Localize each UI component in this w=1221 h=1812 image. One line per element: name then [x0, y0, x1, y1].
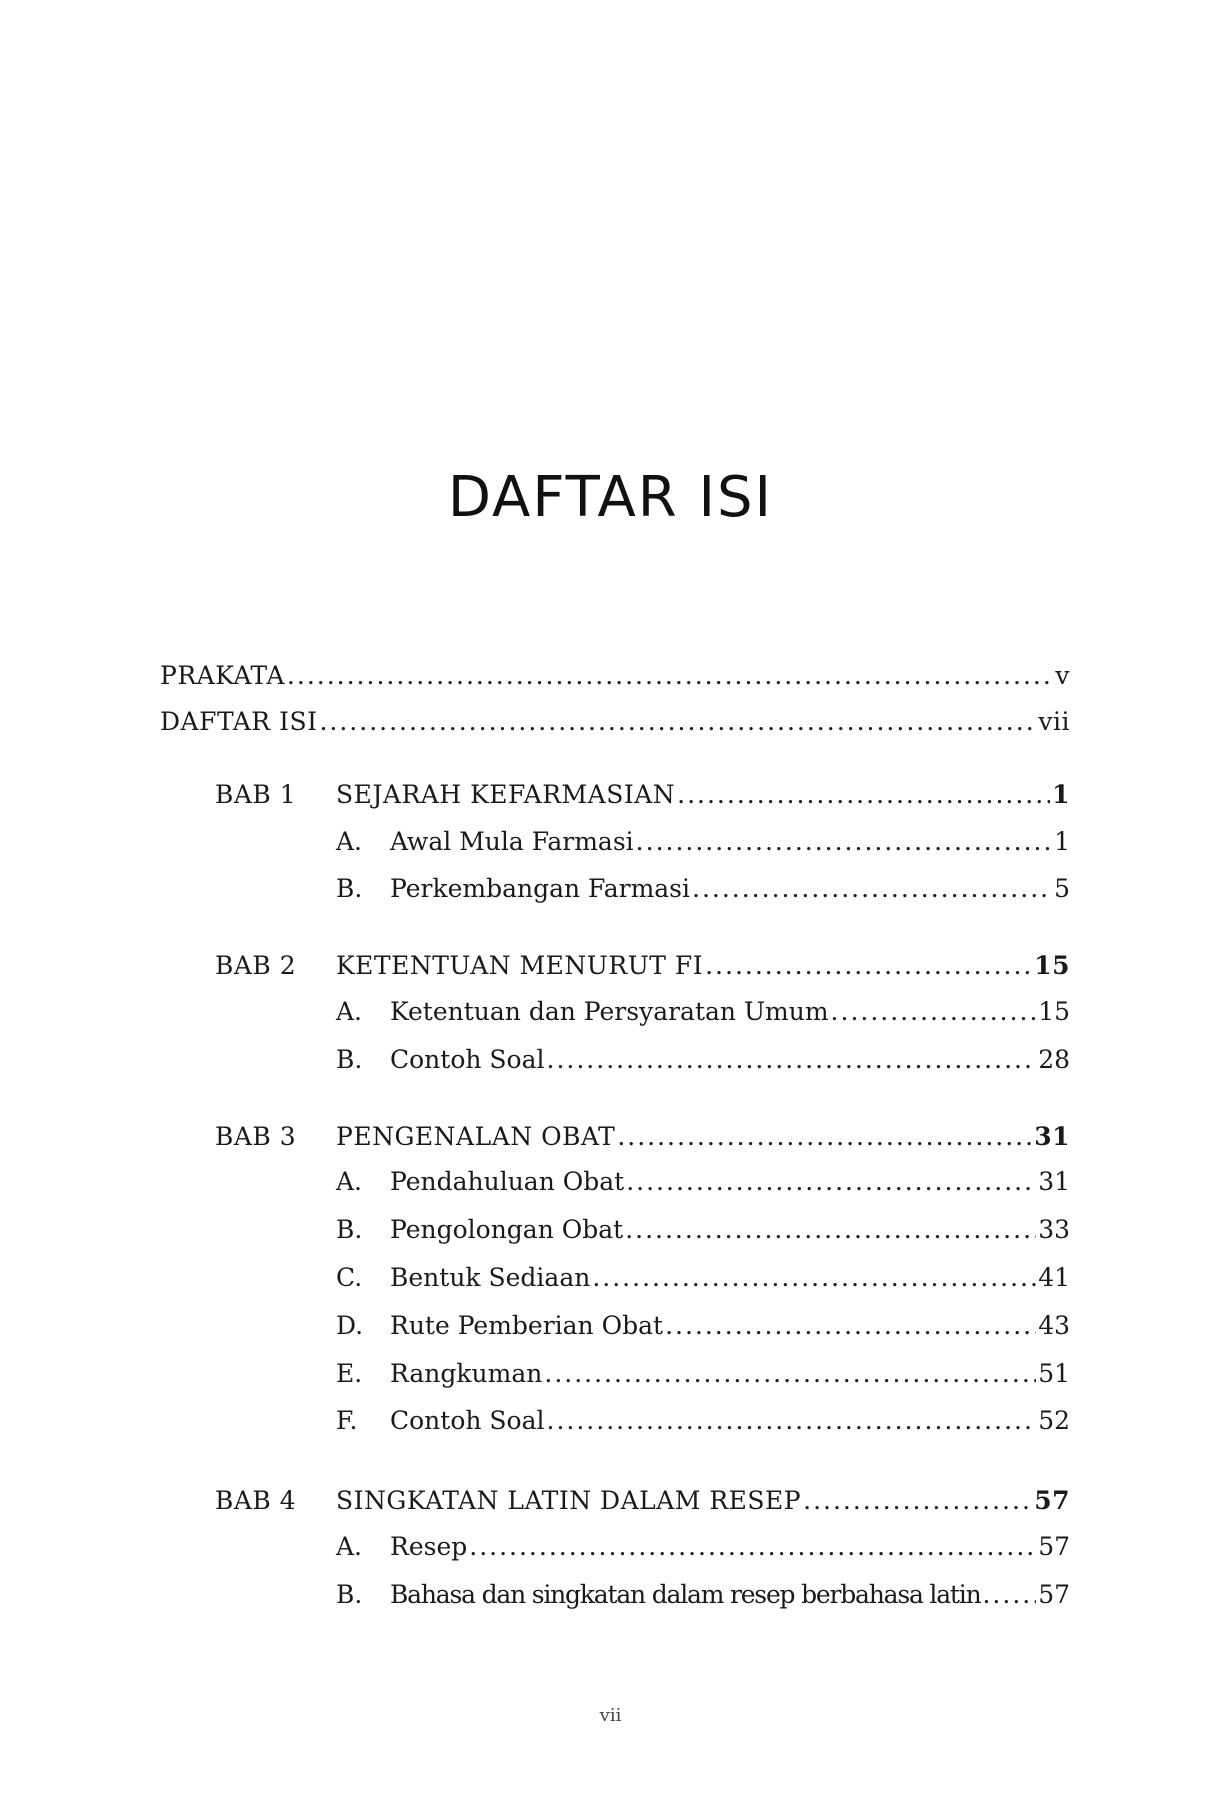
toc-section[interactable]: [390, 1040, 1070, 1080]
page-title: DAFTAR ISI: [447, 464, 774, 530]
section-letter: A.: [336, 1532, 363, 1561]
section-page: 1: [1054, 827, 1070, 856]
section-page: 57: [1038, 1532, 1070, 1561]
section-title: Ketentuan dan Persyaratan Umum: [390, 997, 829, 1026]
toc-entry-page: vii: [1038, 707, 1070, 736]
section-page: 31: [1038, 1167, 1070, 1196]
chapter-page: 1: [1052, 780, 1070, 809]
section-title: Rangkuman: [390, 1359, 543, 1388]
toc-entry-prakata[interactable]: [160, 656, 1070, 696]
dot-leader: [665, 1306, 1036, 1346]
section-letter: B.: [336, 1045, 363, 1074]
dot-leader: [544, 1354, 1036, 1394]
dot-leader: [636, 822, 1052, 862]
chapter-number: BAB 1: [215, 780, 297, 809]
section-letter: F.: [336, 1406, 358, 1435]
section-page: 41: [1038, 1263, 1070, 1292]
toc-section[interactable]: [390, 992, 1070, 1032]
chapter-title: PENGENALAN OBAT: [336, 1122, 616, 1151]
section-letter: E.: [336, 1359, 363, 1388]
toc-section[interactable]: [390, 1210, 1070, 1250]
chapter-number: BAB 4: [215, 1486, 297, 1515]
section-title: Perkembangan Farmasi: [390, 874, 690, 903]
section-letter: A.: [336, 827, 363, 856]
section-letter: D.: [336, 1311, 364, 1340]
chapter-title: SINGKATAN LATIN DALAM RESEP: [336, 1486, 802, 1515]
dot-leader: [617, 1117, 1032, 1157]
dot-leader: [692, 869, 1052, 909]
section-page: 57: [1038, 1580, 1070, 1609]
dot-leader: [677, 775, 1050, 815]
dot-leader: [625, 1210, 1036, 1250]
section-title: Pendahuluan Obat: [390, 1167, 625, 1196]
dot-leader: [287, 656, 1053, 696]
toc-section[interactable]: [390, 822, 1070, 862]
section-title: Rute Pemberian Obat: [390, 1311, 664, 1340]
toc-section[interactable]: [390, 1258, 1070, 1298]
chapter-number: BAB 3: [215, 1122, 297, 1151]
toc-section[interactable]: [390, 1575, 1070, 1615]
section-title: Bentuk Sediaan: [390, 1263, 591, 1292]
toc-entry-page: v: [1055, 661, 1070, 690]
dot-leader: [469, 1527, 1036, 1567]
dot-leader: [319, 702, 1036, 742]
section-page: 33: [1038, 1215, 1070, 1244]
section-page: 51: [1038, 1359, 1070, 1388]
chapter-title: KETENTUAN MENURUT FI: [336, 951, 704, 980]
section-letter: A.: [336, 997, 363, 1026]
toc-chapter-2[interactable]: [336, 946, 1070, 986]
chapter-page: 31: [1034, 1122, 1070, 1151]
toc-entry-label: DAFTAR ISI: [160, 707, 318, 736]
section-title: Awal Mula Farmasi: [390, 827, 634, 856]
chapter-page: 15: [1034, 951, 1070, 980]
dot-leader: [831, 992, 1037, 1032]
section-title: Resep: [390, 1532, 468, 1561]
section-letter: B.: [336, 1215, 363, 1244]
section-letter: C.: [336, 1263, 363, 1292]
section-page: 28: [1038, 1045, 1070, 1074]
toc-section[interactable]: [390, 1527, 1070, 1567]
section-letter: B.: [336, 1580, 363, 1609]
dot-leader: [705, 946, 1032, 986]
dot-leader: [626, 1162, 1036, 1202]
chapter-title: SEJARAH KEFARMASIAN: [336, 780, 676, 809]
page-number: vii: [599, 1705, 622, 1726]
section-page: 15: [1038, 997, 1070, 1026]
toc-section[interactable]: [390, 1306, 1070, 1346]
dot-leader: [982, 1575, 1036, 1615]
toc-entry-label: PRAKATA: [160, 661, 285, 690]
toc-section[interactable]: [390, 1162, 1070, 1202]
toc-chapter-4[interactable]: [336, 1481, 1070, 1521]
dot-leader: [547, 1040, 1037, 1080]
toc-chapter-1[interactable]: [336, 775, 1070, 815]
dot-leader: [803, 1481, 1032, 1521]
dot-leader: [547, 1401, 1037, 1441]
section-letter: A.: [336, 1167, 363, 1196]
section-page: 5: [1054, 874, 1070, 903]
toc-chapter-3[interactable]: [336, 1117, 1070, 1157]
section-page: 43: [1038, 1311, 1070, 1340]
section-letter: B.: [336, 874, 363, 903]
section-title: Contoh Soal: [390, 1045, 545, 1074]
toc-section[interactable]: [390, 1401, 1070, 1441]
chapter-number: BAB 2: [215, 951, 297, 980]
dot-leader: [592, 1258, 1036, 1298]
section-title: Contoh Soal: [390, 1406, 545, 1435]
chapter-page: 57: [1034, 1486, 1070, 1515]
section-page: 52: [1038, 1406, 1070, 1435]
toc-section[interactable]: [390, 1354, 1070, 1394]
section-title: Pengolongan Obat: [390, 1215, 624, 1244]
section-title: Bahasa dan singkatan dalam resep berbahasa latin: [390, 1580, 981, 1609]
toc-section[interactable]: [390, 869, 1070, 909]
toc-entry-daftar-isi[interactable]: [160, 702, 1070, 742]
